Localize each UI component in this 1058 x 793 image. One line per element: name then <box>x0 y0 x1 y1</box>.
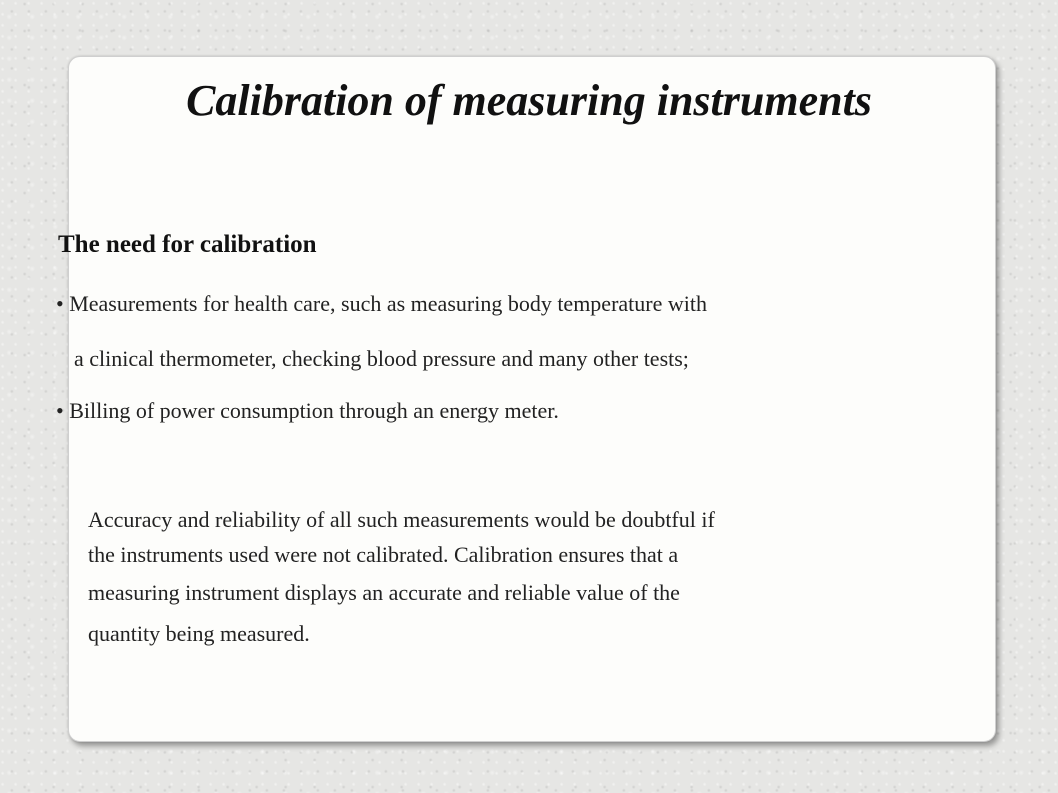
paragraph-line: measuring instrument displays an accurate and reliable value of the <box>88 580 680 605</box>
section-heading: The need for calibration <box>58 231 317 258</box>
bullet-item-power-billing: • Billing of power consumption through an energy meter. <box>56 398 559 423</box>
bullet-item-health-care-continued: a clinical thermometer, checking blood pressure and many other tests; <box>74 346 689 371</box>
paragraph-line: quantity being measured. <box>88 621 310 646</box>
paragraph-line: the instruments used were not calibrated. Calibration ensures that a <box>88 542 679 567</box>
paragraph-line: Accuracy and reliability of all such measurements would be doubtful if <box>88 507 715 532</box>
bullet-item-health-care: • Measurements for health care, such as measuring body temperature with <box>56 291 707 316</box>
slide-title: Calibration of measuring instruments <box>186 76 872 125</box>
